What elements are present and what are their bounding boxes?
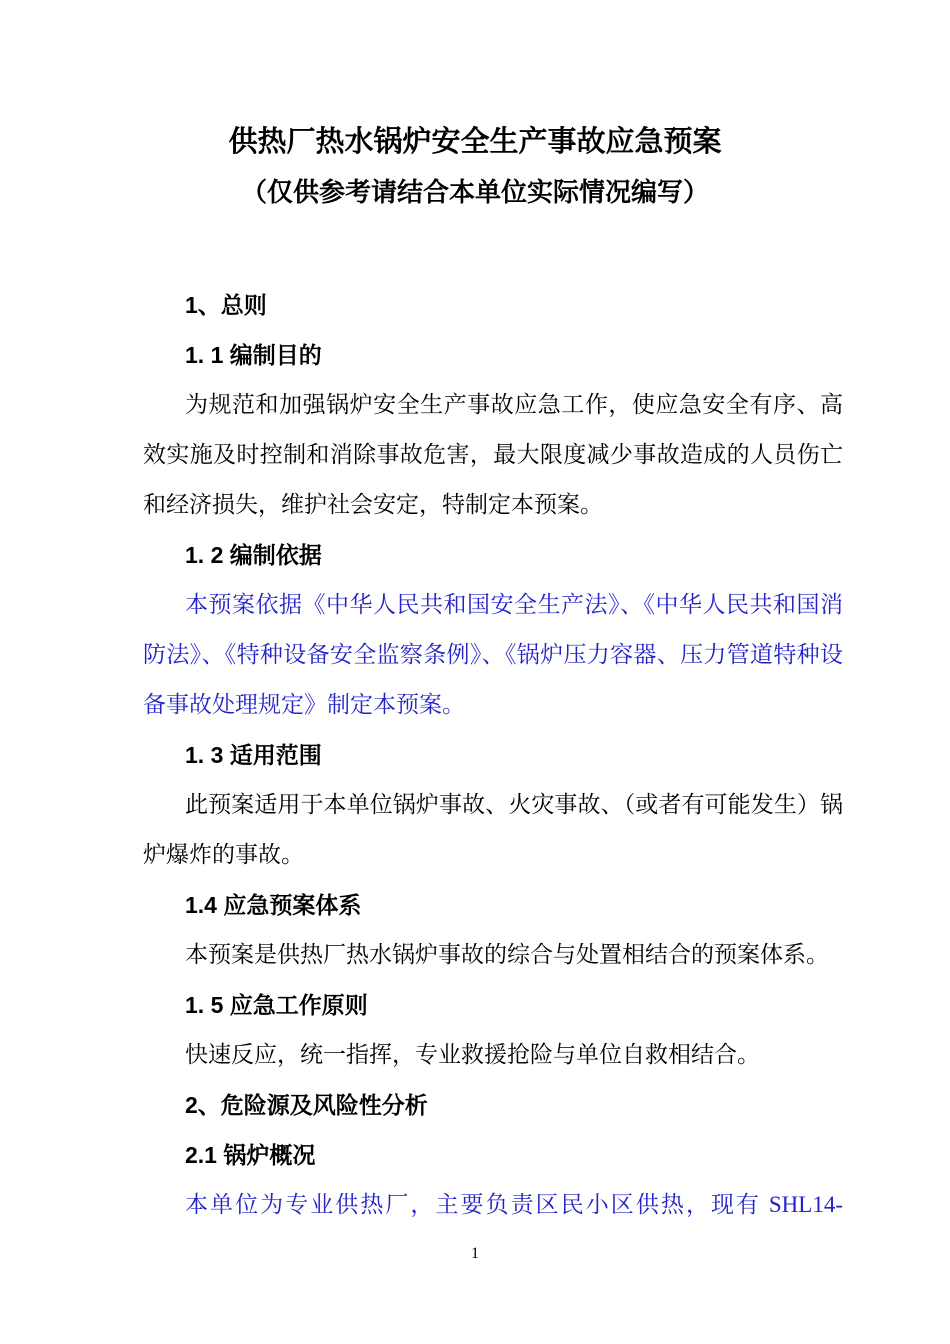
paragraph-basis: 本预案依据《中华人民共和国安全生产法》、《中华人民共和国消防法》、《特种设备安全监察条例》、《锅炉压力容器、压力管道特种设备事故处理规定》制定本预案。 [143, 592, 843, 717]
title-block [0, 117, 950, 217]
heading-1-5-work-principles: 1. 5 应急工作原则 [185, 992, 368, 1018]
document-title: 供热厂热水锅炉安全生产事故应急预案 [228, 126, 722, 158]
paragraph-purpose: 为规范和加强锅炉安全生产事故应急工作，使应急安全有序、高效实施及时控制和消除事故危害，最大限度减少事故造成的人员伤亡和经济损失，维护社会安定，特制定本预案。 [143, 392, 843, 517]
heading-2-1-boiler-overview: 2.1 锅炉概况 [185, 1142, 316, 1168]
heading-1-general: 1、总则 [185, 292, 267, 318]
document-subtitle: （仅供参考请结合本单位实际情况编写） [240, 177, 709, 207]
heading-1-4-plan-system: 1.4 应急预案体系 [185, 892, 362, 918]
heading-2-risk-analysis: 2、危险源及风险性分析 [185, 1092, 428, 1118]
heading-1-1-purpose: 1. 1 编制目的 [185, 342, 322, 368]
document-body [143, 280, 843, 1230]
paragraph-plan-system: 本预案是供热厂热水锅炉事故的综合与处置相结合的预案体系。 [185, 942, 829, 967]
heading-1-2-basis: 1. 2 编制依据 [185, 542, 322, 568]
heading-1-3-scope: 1. 3 适用范围 [185, 742, 322, 768]
page-number: 1 [471, 1245, 479, 1262]
paragraph-work-principles: 快速反应，统一指挥，专业救援抢险与单位自救相结合。 [185, 1042, 760, 1067]
paragraph-boiler-overview: 本单位为专业供热厂，主要负责区民小区供热，现有 SHL14- [185, 1192, 843, 1217]
paragraph-scope: 此预案适用于本单位锅炉事故、火灾事故、（或者有可能发生）锅炉爆炸的事故。 [143, 792, 843, 867]
